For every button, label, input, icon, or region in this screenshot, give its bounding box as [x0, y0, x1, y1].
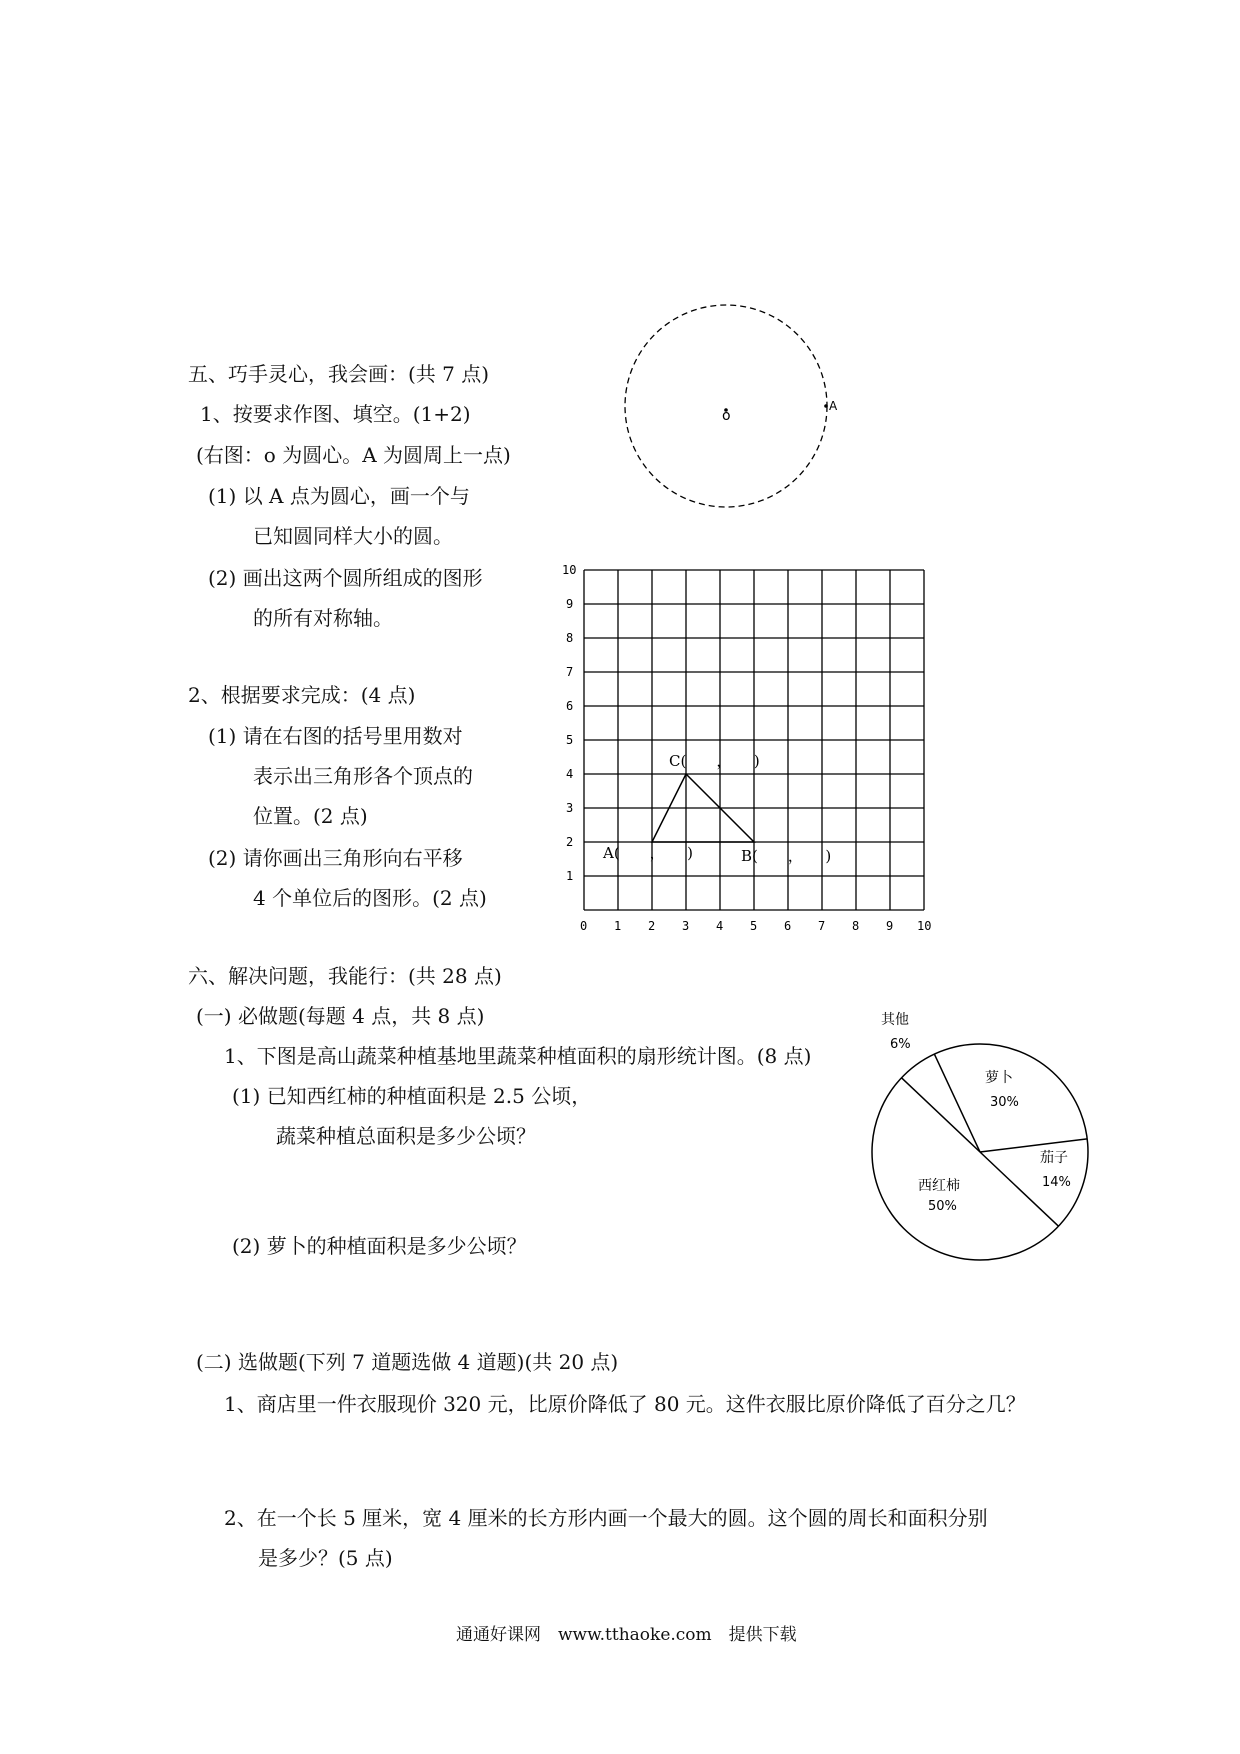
- question-5-2-part1-line2: 表示出三角形各个顶点的: [253, 764, 473, 788]
- pie-label-other-name: 其他: [881, 1012, 909, 1028]
- y-tick-label: 3: [566, 801, 574, 815]
- x-tick-label: 1: [614, 919, 622, 933]
- question-6-1-1-part1-line2: 蔬菜种植总面积是多少公顷？: [276, 1124, 536, 1148]
- x-tick-label: 6: [784, 919, 792, 933]
- x-tick-label: 8: [852, 919, 860, 933]
- section6-part1-heading: (一) 必做题(每题 4 点，共 8 点): [196, 1004, 485, 1028]
- question-6-1-1-part2: (2) 萝卜的种植面积是多少公顷？: [232, 1234, 527, 1258]
- y-tick-label: 1: [566, 869, 574, 883]
- section5-heading: 五、巧手灵心，我会画：(共 7 点): [188, 362, 490, 386]
- x-tick-label: 0: [580, 919, 588, 933]
- y-tick-label: 2: [566, 835, 574, 849]
- question-6-2-1: 1、商店里一件衣服现价 320 元，比原价降低了 80 元。这件衣服比原价降低了百分之几？: [224, 1392, 1026, 1416]
- question-5-1-part2-line2: 的所有对称轴。: [253, 606, 393, 630]
- pie-label-tomato-value: 50%: [928, 1199, 957, 1214]
- x-tick-label: 4: [716, 919, 724, 933]
- pie-label-eggplant-value: 14%: [1042, 1175, 1071, 1190]
- pie-slice-boundary: [980, 1139, 1087, 1152]
- question-5-2-part1-line1: (1) 请在右图的括号里用数对: [208, 724, 463, 748]
- question-6-1-1-part1-line1: (1) 已知西红柿的种植面积是 2.5 公顷，: [232, 1084, 592, 1108]
- circle-center-label: o: [722, 408, 731, 424]
- y-tick-label: 7: [566, 665, 574, 679]
- vertex-c-label: C( ， ): [669, 752, 760, 770]
- y-tick-label: 10: [562, 563, 577, 577]
- section6-heading: 六、解决问题，我能行：(共 28 点): [188, 964, 502, 988]
- pie-label-eggplant-name: 茄子: [1040, 1150, 1068, 1166]
- vertex-a-label: A( ， ): [603, 844, 694, 862]
- question-5-1-title: 1、按要求作图、填空。(1+2): [200, 402, 471, 426]
- question-5-1-part1-line2: 已知圆同样大小的圆。: [253, 524, 453, 548]
- x-tick-label: 10: [917, 919, 932, 933]
- question-5-2-part2-line1: (2) 请你画出三角形向右平移: [208, 846, 463, 870]
- x-tick-label: 3: [682, 919, 690, 933]
- pie-slice-boundary: [934, 1054, 980, 1152]
- question-5-2-part2-line2: 4 个单位后的图形。(2 点): [253, 886, 487, 910]
- y-tick-label: 5: [566, 733, 574, 747]
- question-6-2-2-line2: 是多少？(5 点): [258, 1546, 393, 1570]
- pie-label-other-value: 6%: [890, 1037, 911, 1052]
- y-tick-label: 4: [566, 767, 574, 781]
- question-5-2-title: 2、根据要求完成：(4 点): [188, 683, 416, 707]
- y-tick-label: 8: [566, 631, 574, 645]
- question-5-1-part2-line1: (2) 画出这两个圆所组成的图形: [208, 566, 483, 590]
- question-5-1-part1-line1: (1) 以 A 点为圆心，画一个与: [208, 484, 470, 508]
- pie-label-tomato-name: 西红柿: [918, 1178, 960, 1194]
- question-6-2-2-line1: 2、在一个长 5 厘米，宽 4 厘米的长方形内画一个最大的圆。这个圆的周长和面积分别: [224, 1506, 988, 1530]
- pie-label-radish-value: 30%: [990, 1095, 1019, 1110]
- pie-slice-boundary: [902, 1078, 980, 1152]
- x-tick-label: 5: [750, 919, 758, 933]
- x-tick-label: 2: [648, 919, 656, 933]
- x-tick-label: 7: [818, 919, 826, 933]
- y-tick-label: 9: [566, 597, 574, 611]
- question-5-1-note: (右图：o 为圆心。A 为圆周上一点): [196, 443, 511, 467]
- vertex-b-label: B( ， ): [741, 847, 832, 865]
- pie-label-radish-name: 萝卜: [985, 1070, 1013, 1086]
- y-tick-label: 6: [566, 699, 574, 713]
- x-tick-label: 9: [886, 919, 894, 933]
- question-5-2-part1-line3: 位置。(2 点): [253, 804, 368, 828]
- circle-point-a-label: A: [829, 399, 838, 413]
- section6-part2-heading: (二) 选做题(下列 7 道题选做 4 道题)(共 20 点): [196, 1350, 619, 1374]
- page-footer: 通通好课网 www.tthaoke.com 提供下载: [456, 1625, 797, 1645]
- question-6-1-1: 1、下图是高山蔬菜种植基地里蔬菜种植面积的扇形统计图。(8 点): [224, 1044, 812, 1068]
